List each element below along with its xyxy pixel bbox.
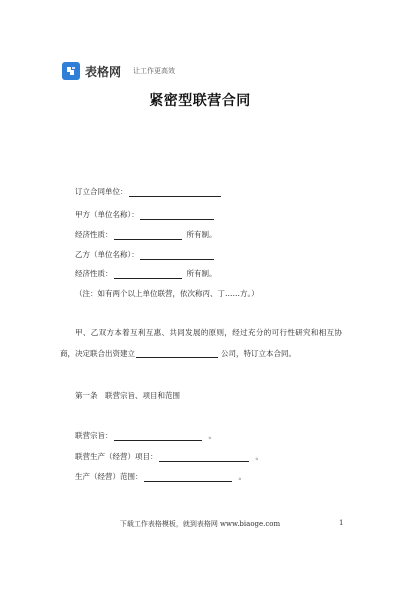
nature-a-suffix: 所有制。 [186, 230, 217, 239]
document-title: 紧密型联营合同 [149, 93, 251, 109]
nature-b-label: 经济性质： [75, 269, 113, 278]
scope-suffix: 。 [238, 472, 246, 481]
multi-party-note [75, 288, 259, 299]
nature-a-blank[interactable] [114, 230, 182, 240]
party-a-label: 甲方（单位名称）： [75, 210, 139, 219]
party-a-field [75, 209, 215, 220]
nature-b-suffix: 所有制。 [186, 269, 217, 278]
purpose-field [75, 430, 216, 441]
purpose-blank[interactable] [114, 431, 202, 441]
preamble-ending: 公司，特订立本合同。 [221, 349, 296, 358]
multi-party-note-text: （注：如有两个以上单位联营，依次称丙、丁……方。） [75, 289, 259, 298]
scope-blank[interactable] [144, 472, 232, 482]
page-footer: 下载工作表格模板，就到表格网 www.biaoge.com [119, 520, 281, 528]
project-blank[interactable] [159, 452, 249, 462]
scope-field [75, 471, 246, 482]
project-field [75, 451, 263, 462]
nature-a-field [75, 229, 217, 240]
project-suffix: 。 [255, 452, 263, 461]
brand-name: 表格网 [85, 64, 122, 79]
nature-b-blank[interactable] [114, 269, 182, 279]
purpose-suffix: 。 [208, 431, 216, 440]
party-b-label: 乙方（单位名称）： [75, 250, 139, 259]
article-1-heading [75, 390, 180, 401]
nature-b-field [75, 268, 217, 279]
page-header [62, 60, 175, 82]
party-b-blank[interactable] [140, 250, 214, 260]
party-b-field [75, 249, 215, 260]
biaoge-logo-icon [62, 62, 80, 80]
scope-label: 生产（经营）范围： [75, 472, 143, 481]
nature-a-label: 经济性质： [75, 230, 113, 239]
purpose-label: 联营宗旨： [75, 431, 113, 440]
party-a-blank[interactable] [140, 210, 214, 220]
company-name-blank[interactable] [136, 348, 218, 358]
preamble-paragraph [60, 322, 342, 364]
page-number: 1 [339, 519, 344, 527]
brand-slogan: 让工作更高效 [133, 67, 176, 75]
preamble-text: 甲、乙双方本着互利互惠、共同发展的原则，经过充分的可行性研究和相互协商，决定联合出资建立 [60, 328, 342, 358]
article-1-heading-text: 第一条 联营宗旨、项目和范围 [75, 391, 180, 400]
signing-party-label: 订立合同单位： [75, 187, 128, 196]
signing-party-field [75, 186, 222, 197]
signing-party-blank[interactable] [129, 187, 221, 197]
project-label: 联营生产（经营）项目： [75, 452, 158, 461]
